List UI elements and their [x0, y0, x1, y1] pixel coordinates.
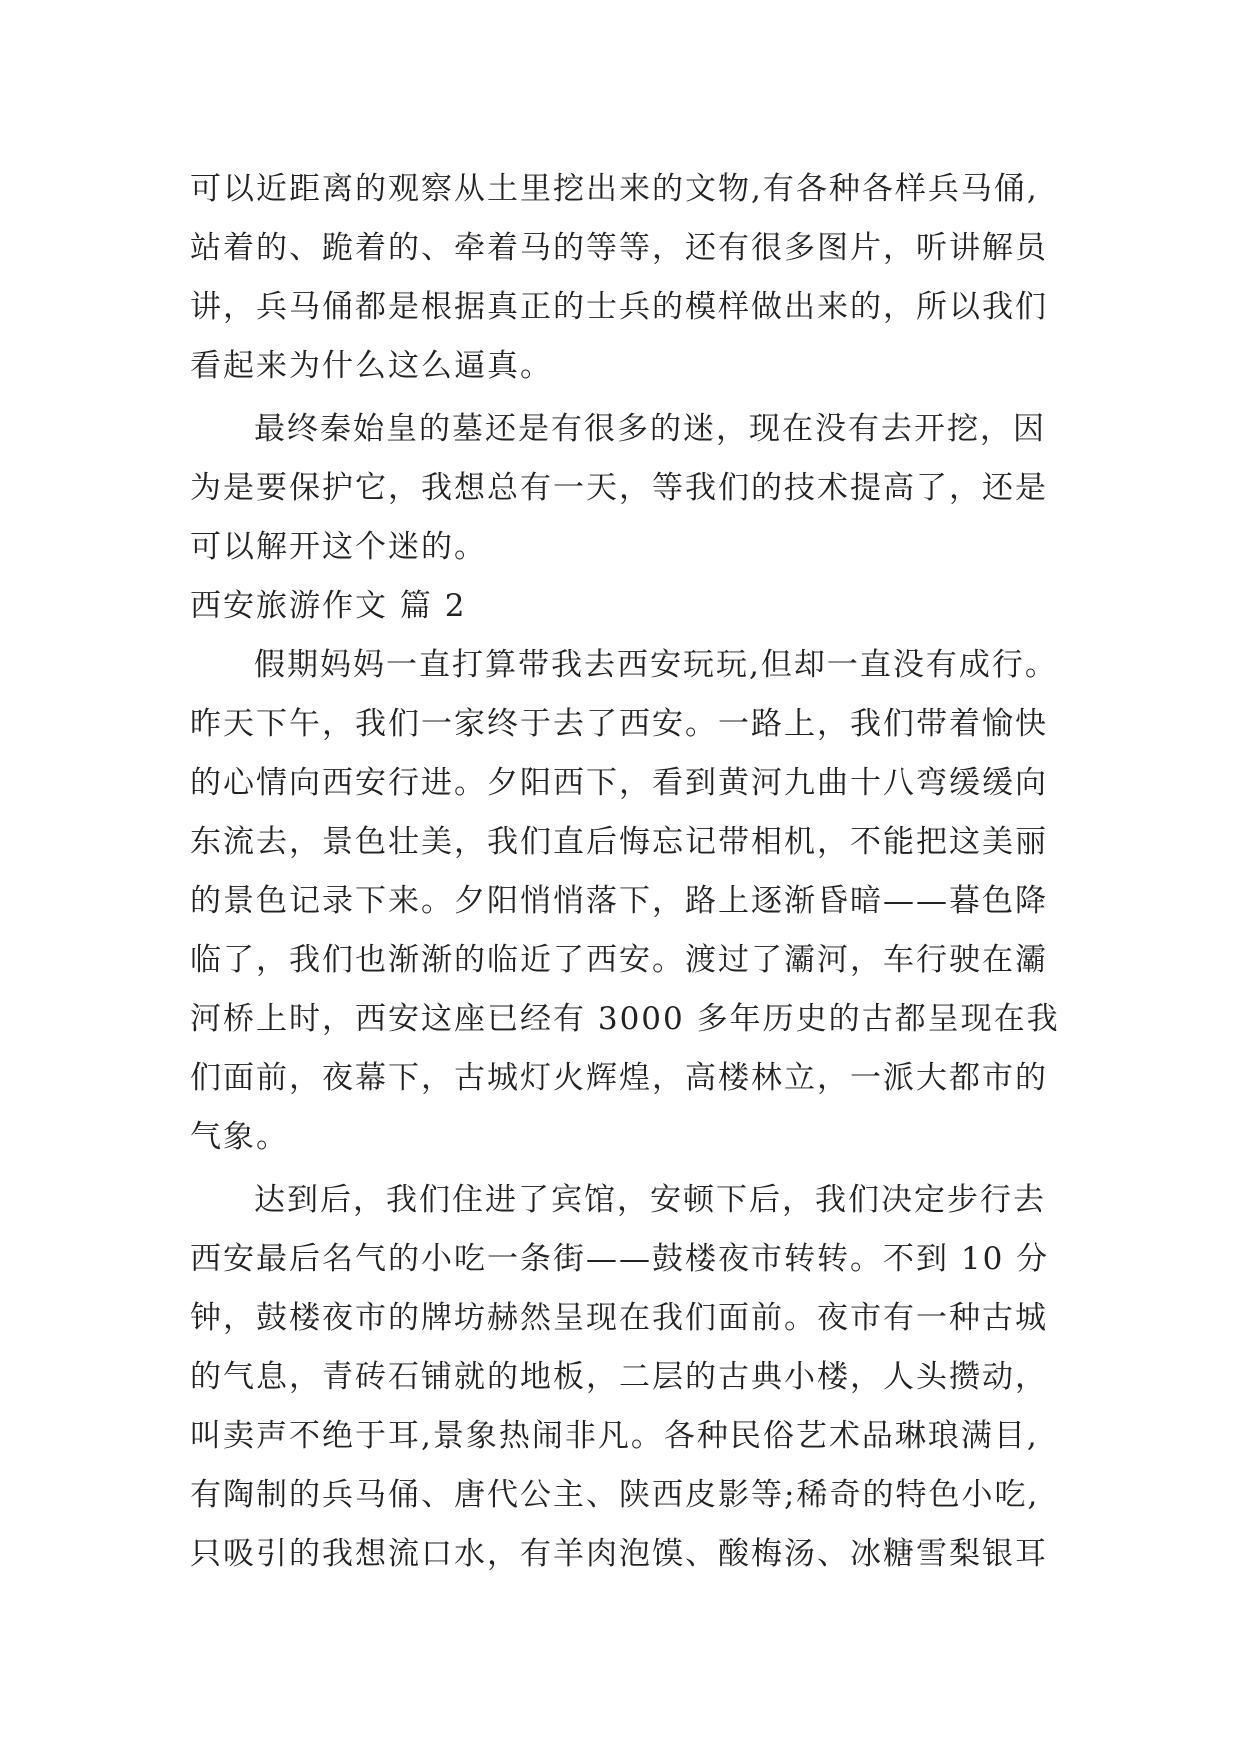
text-line: 有陶制的兵马俑、唐代公主、陕西皮影等;稀奇的特色小吃, [190, 1477, 1040, 1513]
paragraph [190, 1171, 1060, 1584]
text-line: 为是要保护它，我想总有一天，等我们的技术提高了，还是 [190, 470, 1048, 506]
text-line: 可以近距离的观察从土里挖出来的文物,有各种各样兵马俑, [190, 171, 1039, 207]
text-line: 讲，兵马俑都是根据真正的士兵的模样做出来的，所以我们 [190, 289, 1048, 325]
text-line: 最终秦始皇的墓还是有很多的迷，现在没有去开挖，因 [254, 411, 1046, 447]
paragraph [190, 160, 1060, 396]
text-line: 看起来为什么这么逼真。 [190, 348, 553, 384]
document-body [190, 160, 1060, 1584]
text-line: 站着的、跪着的、牵着马的等等，还有很多图片，听讲解员 [190, 230, 1048, 266]
text-line: 钟，鼓楼夜市的牌坊赫然呈现在我们面前。夜市有一种古城 [190, 1300, 1048, 1336]
text-line: 临了，我们也渐渐的临近了西安。渡过了灞河，车行驶在灞 [190, 942, 1048, 978]
text-line: 可以解开这个迷的。 [190, 529, 487, 565]
text-line: 们面前，夜幕下，古城灯火辉煌，高楼林立，一派大都市的 [190, 1060, 1048, 1096]
text-line: 东流去，景色壮美，我们直后悔忘记带相机，不能把这美丽 [190, 824, 1048, 860]
text-line: 气象。 [190, 1119, 289, 1155]
text-line: 河桥上时，西安这座已经有 3000 多年历史的古都呈现在我 [190, 1001, 1060, 1037]
text-line: 假期妈妈一直打算带我去西安玩玩,但却一直没有成行。 [254, 647, 1058, 683]
paragraph [190, 636, 1060, 1167]
paragraph [190, 400, 1060, 577]
text-line: 的心情向西安行进。夕阳西下，看到黄河九曲十八弯缓缓向 [190, 765, 1048, 801]
text-line: 只吸引的我想流口水，有羊肉泡馍、酸梅汤、冰糖雪梨银耳 [190, 1536, 1048, 1572]
text-line: 昨天下午，我们一家终于去了西安。一路上，我们带着愉快 [190, 706, 1048, 742]
section-heading [190, 577, 1060, 636]
text-line: 达到后，我们住进了宾馆，安顿下后，我们决定步行去 [254, 1182, 1046, 1218]
text-line: 西安最后名气的小吃一条街——鼓楼夜市转转。不到 10 分 [190, 1241, 1050, 1277]
text-line: 的气息，青砖石铺就的地板，二层的古典小楼，人头攒动， [190, 1359, 1048, 1395]
text-line: 的景色记录下来。夕阳悄悄落下，路上逐渐昏暗——暮色降 [190, 883, 1048, 919]
text-line: 叫卖声不绝于耳,景象热闹非凡。各种民俗艺术品琳琅满目, [190, 1418, 1039, 1454]
heading-line: 西安旅游作文 篇 2 [190, 588, 467, 624]
